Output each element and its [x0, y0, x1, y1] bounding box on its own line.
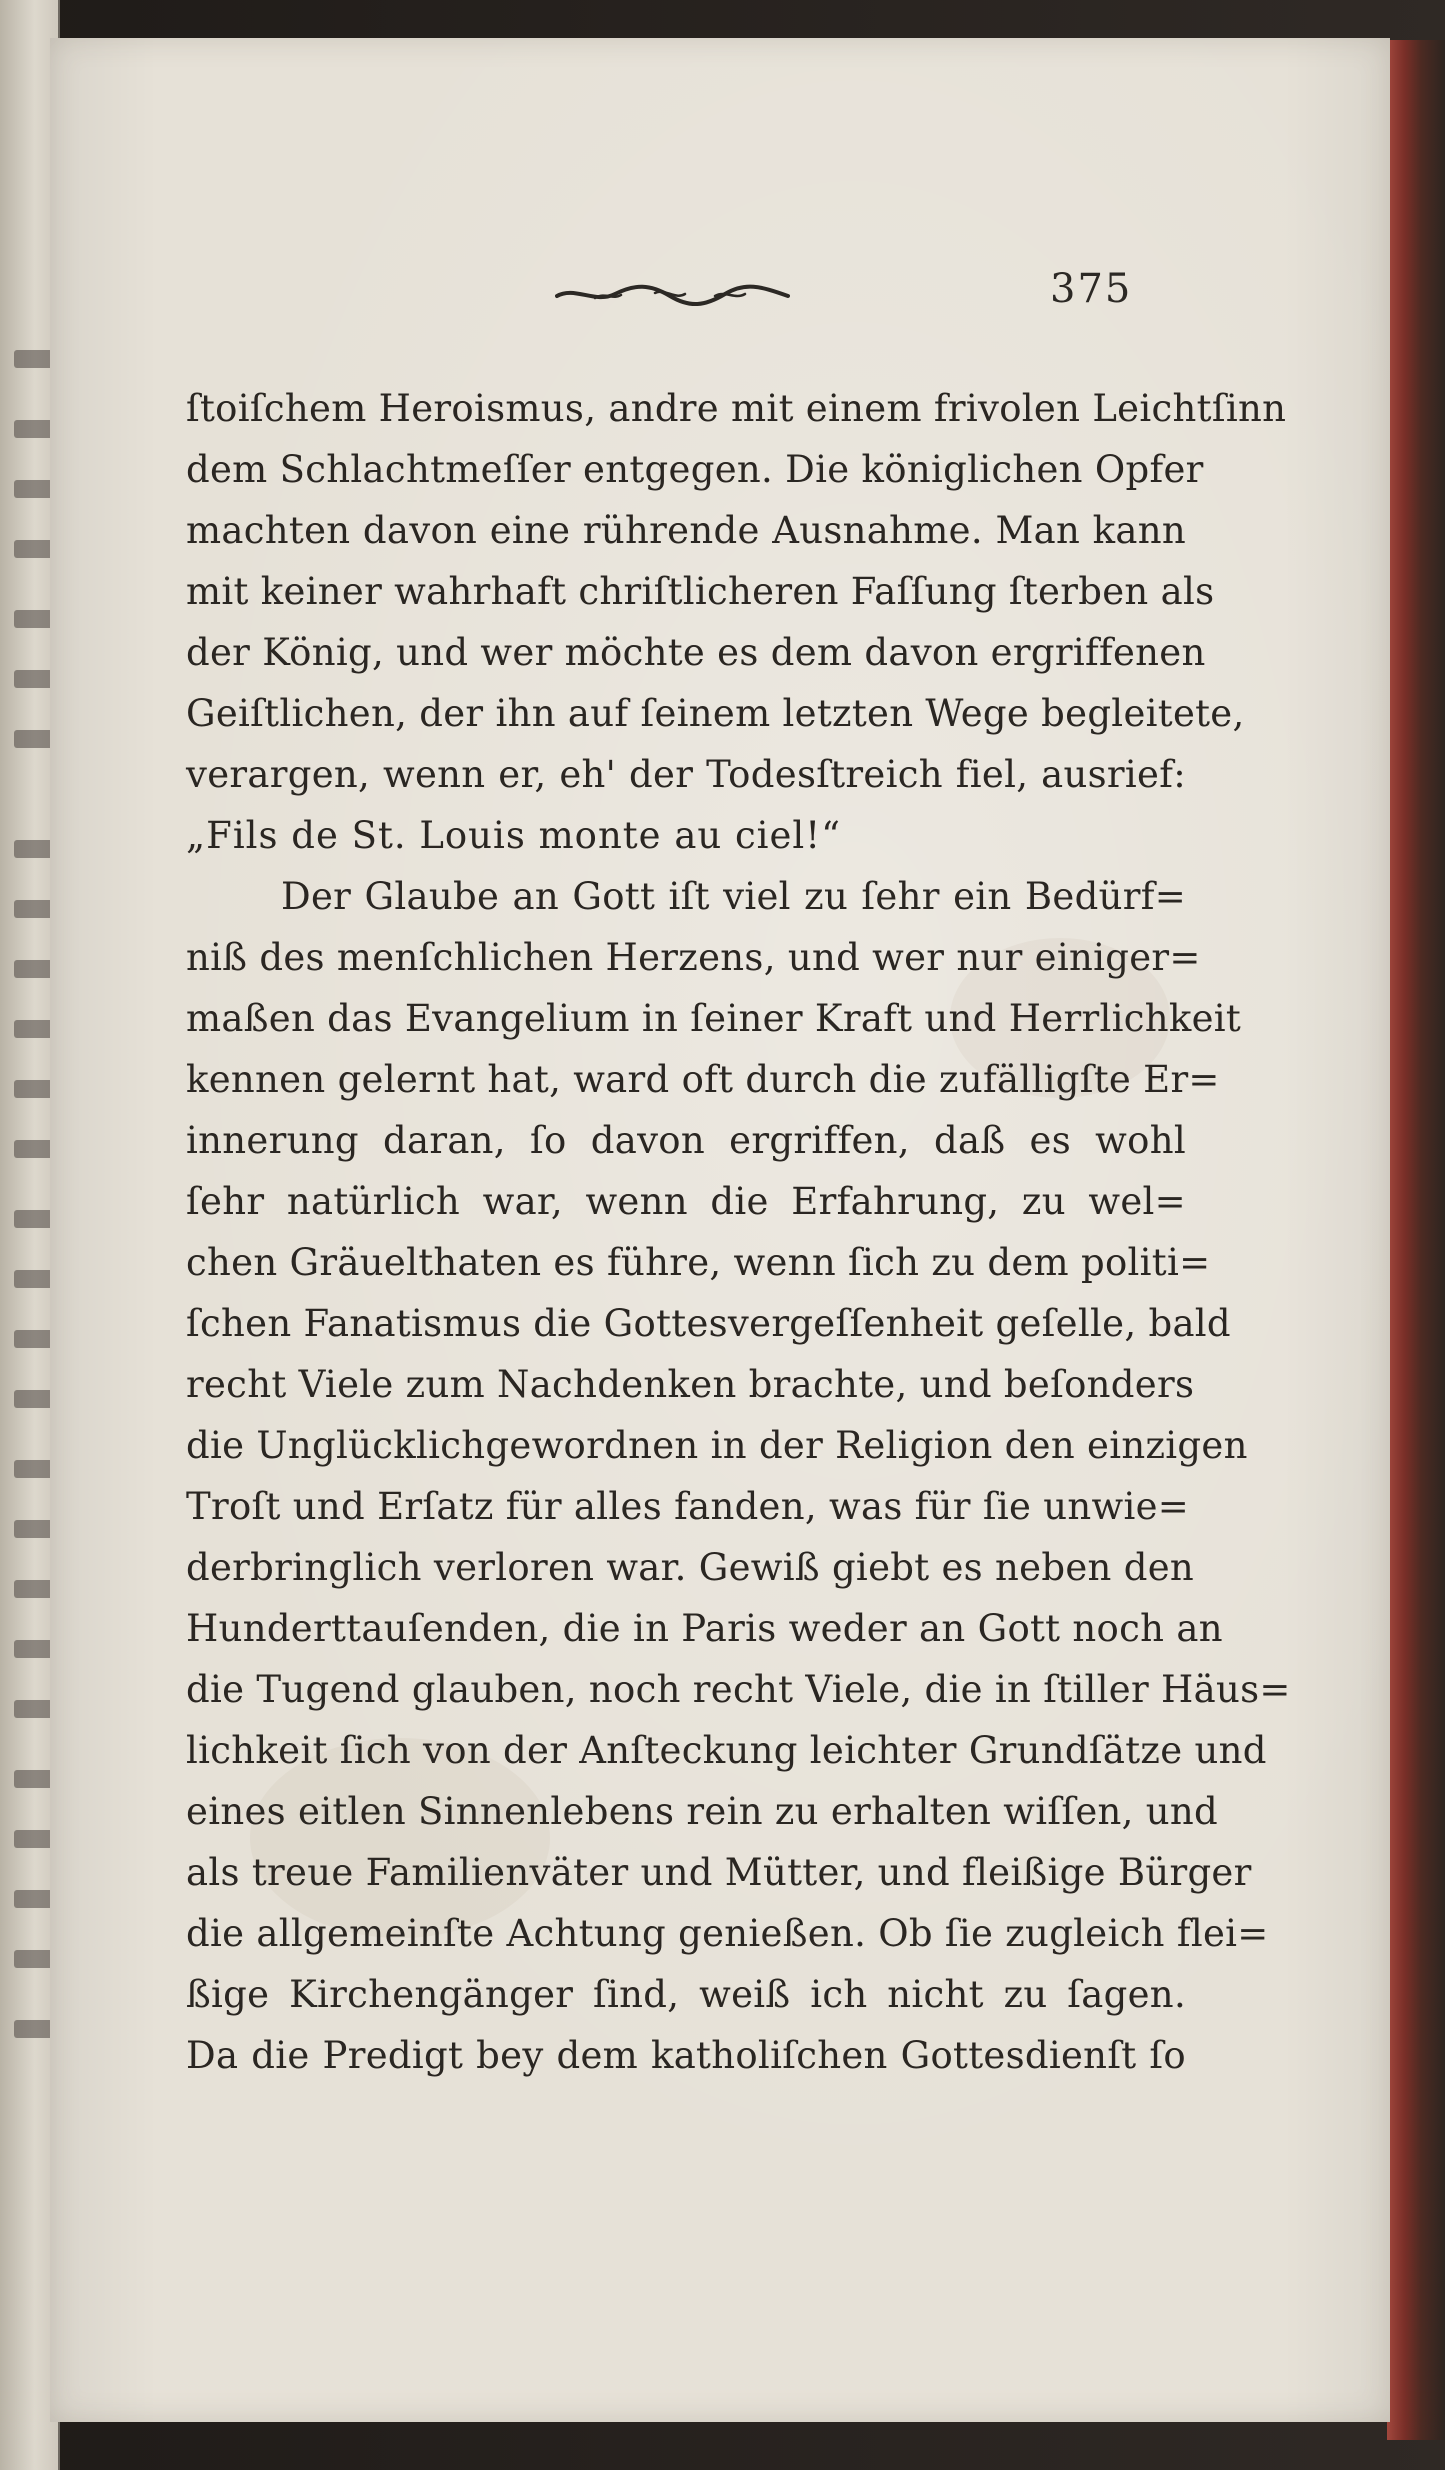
- adjacent-text-fragment: [14, 1270, 54, 1288]
- adjacent-text-fragment: [14, 610, 54, 628]
- swash-ornament-icon: [555, 278, 790, 308]
- adjacent-text-fragment: [14, 1330, 54, 1348]
- text-line: derbringlich verloren war. Gewiß giebt es neben den: [186, 1546, 1195, 1589]
- adjacent-text-fragment: [14, 1830, 54, 1848]
- text-line: die Unglücklichgewordnen in der Religion den einzigen: [186, 1424, 1248, 1467]
- adjacent-text-fragment: [14, 670, 54, 688]
- text-line: ſtoiſchem Heroismus, andre mit einem frivolen Leichtſinn: [186, 387, 1287, 430]
- adjacent-text-fragment: [14, 350, 54, 368]
- text-line: dem Schlachtmeſſer entgegen. Die königlichen Opfer: [186, 448, 1204, 491]
- adjacent-text-fragment: [14, 840, 54, 858]
- adjacent-text-fragment: [14, 2020, 54, 2038]
- text-line: Geiſtlichen, der ihn auf ſeinem letzten Wege begleitete,: [186, 692, 1245, 735]
- text-line: eines eitlen Sinnenlebens rein zu erhalten wiſſen, und: [186, 1790, 1219, 1833]
- text-line: als treue Familienväter und Mütter, und fleißige Bürger: [186, 1851, 1252, 1894]
- text-line: die allgemeinſte Achtung genießen. Ob ſie zugleich flei=: [186, 1912, 1269, 1955]
- text-line: ßige Kirchengänger ſind, weiß ich nicht zu ſagen.: [186, 1973, 1186, 2016]
- adjacent-text-fragment: [14, 960, 54, 978]
- text-line: Da die Predigt bey dem katholiſchen Gottesdienſt ſo: [186, 2034, 1186, 2077]
- text-line: chen Gräuelthaten es führe, wenn ſich zu dem politi=: [186, 1241, 1211, 1284]
- text-line: machten davon eine rührende Ausnahme. Man kann: [186, 509, 1186, 552]
- text-line-quote: „Fils de St. Louis monte au ciel!“: [186, 814, 842, 857]
- adjacent-text-fragment: [14, 420, 54, 438]
- adjacent-text-fragment: [14, 1890, 54, 1908]
- text-line: kennen gelernt hat, ward oft durch die zufälligſte Er=: [186, 1058, 1220, 1101]
- adjacent-text-fragment: [14, 540, 54, 558]
- text-line: ſehr natürlich war, wenn die Erfahrung, zu wel=: [186, 1180, 1186, 1223]
- adjacent-text-fragment: [14, 1640, 54, 1658]
- text-line: recht Viele zum Nachdenken brachte, und beſonders: [186, 1363, 1195, 1406]
- text-line: niß des menſchlichen Herzens, und wer nur einiger=: [186, 936, 1201, 979]
- text-line: lichkeit ſich von der Anſteckung leichter Grundſätze und: [186, 1729, 1267, 1772]
- adjacent-text-fragment: [14, 1140, 54, 1158]
- text-line: verargen, wenn er, eh' der Todesſtreich fiel, ausrief:: [186, 753, 1186, 796]
- text-line: der König, und wer möchte es dem davon ergriffenen: [186, 631, 1206, 674]
- adjacent-text-fragment: [14, 900, 54, 918]
- text-line: Hunderttauſenden, die in Paris weder an Gott noch an: [186, 1607, 1223, 1650]
- adjacent-text-fragment: [14, 1770, 54, 1788]
- text-line: Troſt und Erſatz für alles fanden, was für ſie unwie=: [186, 1485, 1190, 1528]
- adjacent-text-fragment: [14, 1700, 54, 1718]
- book-page: [50, 38, 1390, 2422]
- page-fore-edge: [1387, 40, 1445, 2440]
- text-line: die Tugend glauben, noch recht Viele, die in ſtiller Häus=: [186, 1668, 1291, 1711]
- adjacent-text-fragment: [14, 1460, 54, 1478]
- adjacent-text-fragment: [14, 1580, 54, 1598]
- adjacent-text-fragment: [14, 1080, 54, 1098]
- adjacent-text-fragment: [14, 1210, 54, 1228]
- text-line: ſchen Fanatismus die Gottesvergeſſenheit geſelle, bald: [186, 1302, 1231, 1345]
- page-number: 375: [1050, 266, 1133, 312]
- running-header: [50, 266, 1390, 326]
- adjacent-text-fragment: [14, 1390, 54, 1408]
- text-line: innerung daran, ſo davon ergriffen, daß es wohl: [186, 1119, 1186, 1162]
- text-line: maßen das Evangelium in ſeiner Kraft und Herrlichkeit: [186, 997, 1242, 1040]
- adjacent-text-fragment: [14, 480, 54, 498]
- text-line-paragraph-start: Der Glaube an Gott iſt viel zu ſehr ein Bedürf=: [281, 875, 1186, 918]
- adjacent-text-fragment: [14, 730, 54, 748]
- adjacent-text-fragment: [14, 1020, 54, 1038]
- adjacent-text-fragment: [14, 1950, 54, 1968]
- body-text: [186, 378, 1291, 2086]
- text-line: mit keiner wahrhaft chriſtlicheren Faſſung ſterben als: [186, 570, 1215, 613]
- adjacent-text-fragment: [14, 1520, 54, 1538]
